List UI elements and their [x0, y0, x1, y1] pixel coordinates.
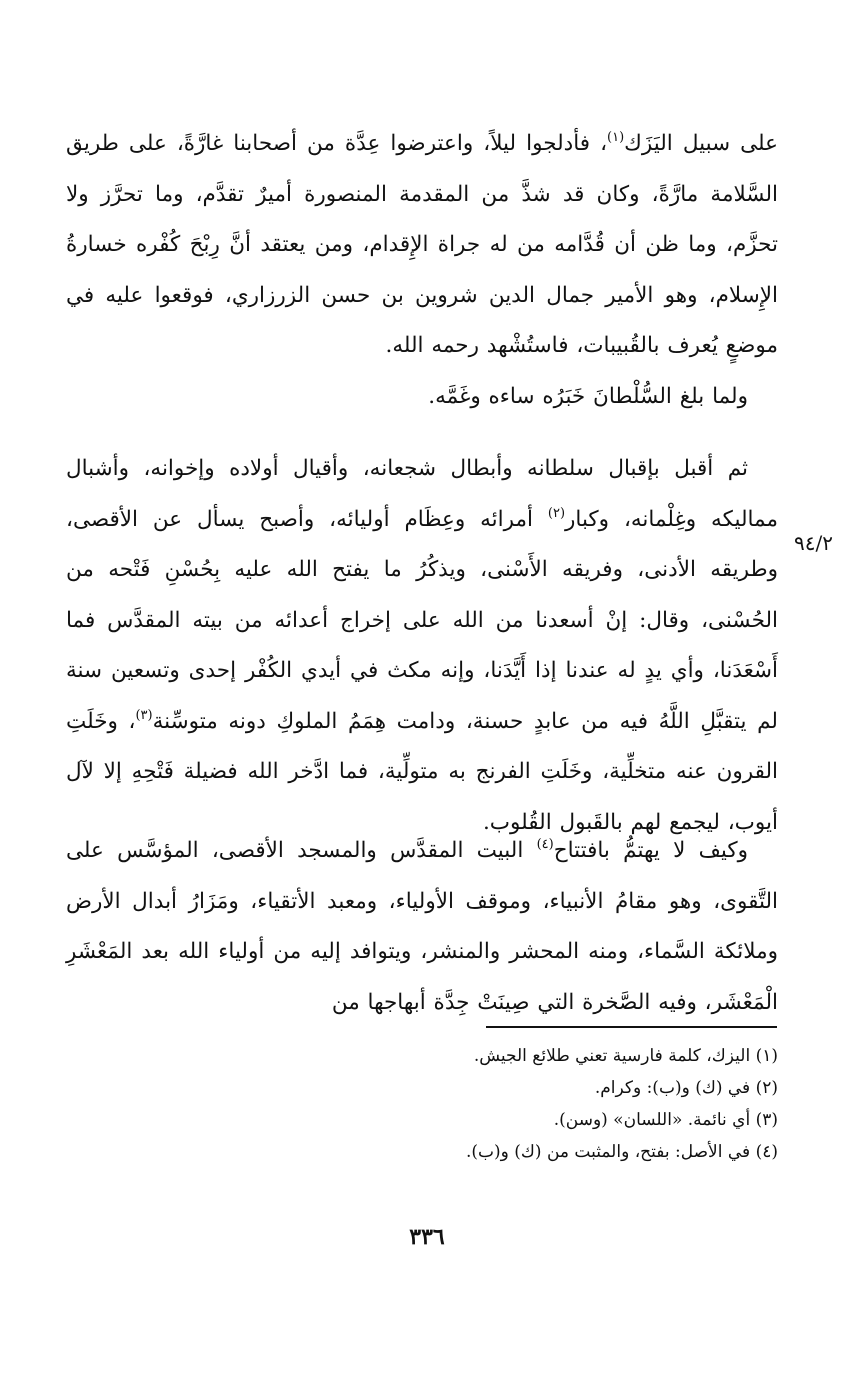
- paragraph-3-text-c: ، وخَلَتِ القرون عنه متخلِّية، وخَلَتِ الفرنج به متولِّية، فما ادَّخر الله فضيلة فَتْحِهِ إلا لآل أيوب، ليجمع لهم بالقَبول القُلوب.: [66, 708, 778, 835]
- footnote-1: (١) اليزك، كلمة فارسية تعني طلائع الجيش.: [473, 1046, 778, 1066]
- paragraph-3-text-a: ثم أقبل بإقبال سلطانه وأبطال شجعانه، وأقيال أولاده وإخوانه، وأشبال مماليكه وغِلْمانه، وكبار: [66, 456, 778, 532]
- footnote-4: (٤) في الأصل: بفتح، والمثبت من (ك) و(ب).: [465, 1142, 778, 1162]
- paragraph-1: [66, 119, 778, 372]
- margin-reference: ٩٤/٢: [794, 531, 833, 555]
- footnote-separator: [486, 1026, 777, 1028]
- footnote-ref-4: (٤): [536, 837, 554, 852]
- page-number: ٣٣٦: [409, 1224, 445, 1250]
- footnote-2: (٢) في (ك) و(ب): وكرام.: [594, 1078, 778, 1098]
- paragraph-4: [66, 826, 778, 1028]
- footnotes: [66, 1040, 778, 1168]
- paragraph-2: [66, 372, 778, 423]
- paragraph-2-text: ولما بلغ السُّلْطانَ خَبَرُه ساءه وغَمَّه.: [428, 384, 748, 409]
- footnote-ref-3: (٣): [135, 707, 153, 723]
- paragraph-3: [66, 444, 778, 848]
- paragraph-1-text-a: على سبيل اليَزَك: [624, 131, 778, 156]
- footnote-ref-1: (١): [607, 130, 625, 145]
- paragraph-4-text-a: وكيف لا يهتمُّ بافتتاح: [553, 838, 748, 863]
- paragraph-3-text-b: أمرائه وعِظَام أوليائه، وأصبح يسأل عن الأقصى، وطريقه الأدنى، وفريقه الأَسْنى، ويذكُرُ ما يفتح الله عليه بِحُسْنِ فَتْحه من الحُسْنى، وقال: إنْ أسعدنا من الله على إخراج أعدائه من بيته المقدَّس فما أَسْعَدَنا، وأي يدٍ له عندنا إذا أَيَّدَنا، وإنه مكث في أيدي الكُفْر إحدى وتسعين سنة لم يتقبَّلِ اللَّهُ فيه من عابدٍ حسنة، ودامت هِمَمُ الملوكِ دونه متوسِّنة: [66, 506, 778, 734]
- footnote-3: (٣) أي نائمة. «اللسان» (وسن).: [553, 1110, 778, 1130]
- footnote-ref-2: (٢): [547, 505, 566, 521]
- paragraph-4-text-b: البيت المقدَّس والمسجد الأقصى، المؤسَّس على التَّقوى، وهو مقامُ الأنبياء، وموقف الأولياء، ومعبد الأتقياء، ومَزَارُ أبدال الأرض وملائكة السَّماء، ومنه المحشر والمنشر، ويتوافد إليه من أولياء الله بعد المَعْشَرِ الْمَعْشَر، وفيه الصَّخرة التي صِينَتْ جِدَّة أبهاجها من: [66, 838, 778, 1015]
- paragraph-1-text-b: ، فأدلجوا ليلاً، واعترضوا عِدَّة من أصحابنا غارَّةً، على طريق السَّلامة مارَّةً، وكان قد شذَّ من المقدمة المنصورة أميرٌ تقدَّم، وما تحرَّز ولا تحزَّم، وما ظن أن قُدَّامه من له جراة الإِقدام، ومن يعتقد أنَّ رِبْحَ كُفْره خسارةُ الإِسلام، وهو الأمير جمال الدين شروين بن حسن الزرزاري، فوقعوا عليه في موضعٍ يُعرف بالقُبيبات، فاستُشْهد رحمه الله.: [66, 131, 778, 358]
